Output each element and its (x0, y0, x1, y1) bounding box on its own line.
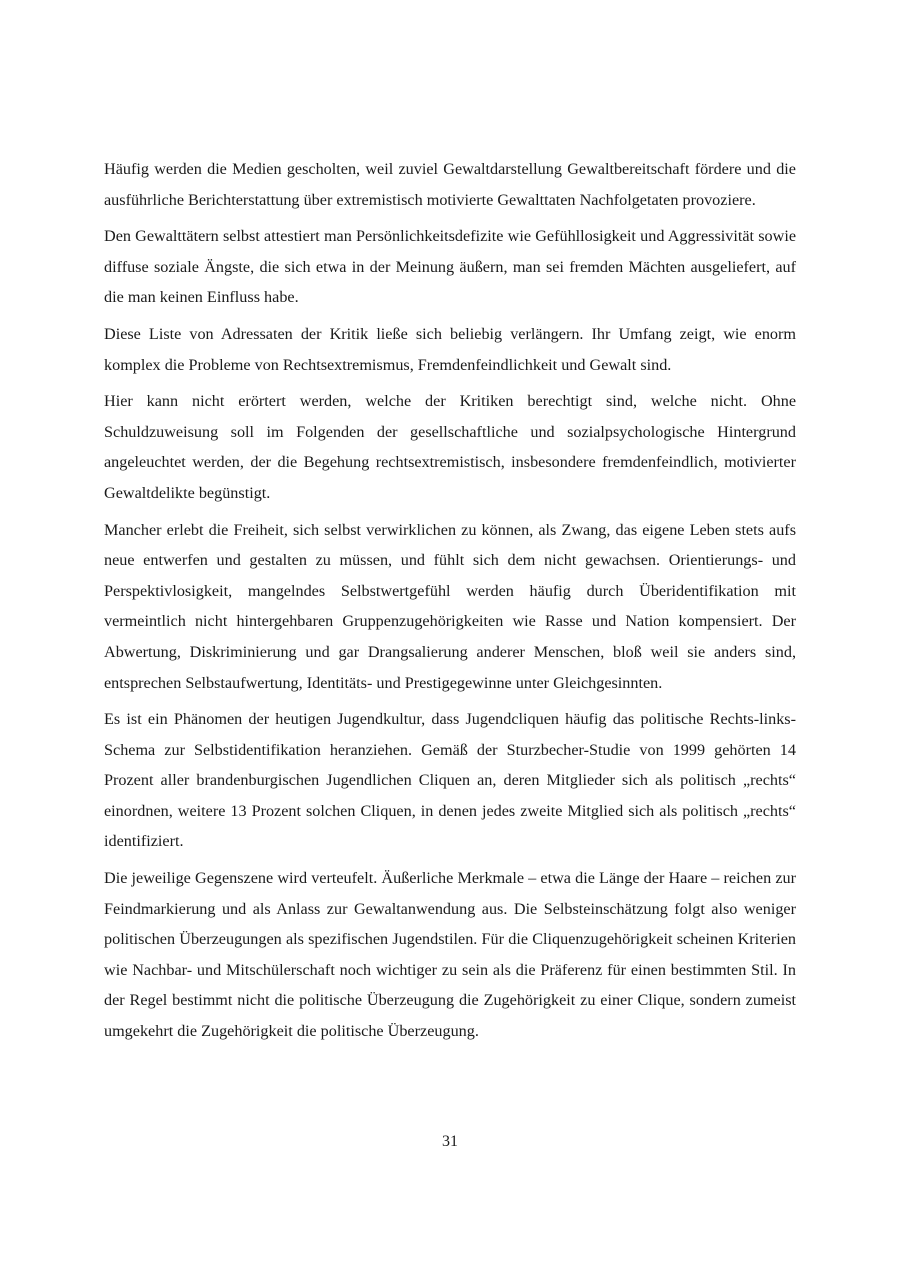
paragraph-freedom: Mancher erlebt die Freiheit, sich selbst verwirklichen zu können, als Zwang, das eigene Leben stets aufs neue entwerfen und gestalten zu müssen, und fühlt sich dem nicht gewachsen. Orientierungs- und Perspektivlosigkeit, mangelndes Selbstwertgefühl werden häufig durch Überidentifikation mit vermeintlich nicht hintergehbaren Gruppenzugehörigkeiten wie Rasse und Nation kompensiert. Der Abwertung, Diskriminierung und gar Drangsalierung anderer Menschen, bloß weil sie anders sind, entsprechen Selbstaufwertung, Identitäts- und Prestigegewinne unter Gleichgesinnten. (104, 520, 796, 692)
body-text (104, 154, 796, 1053)
paragraph-media-criticism: Häufig werden die Medien gescholten, weil zuviel Gewaltdarstellung Gewaltbereitschaft fördere und die ausführliche Berichterstattung über extremistisch motivierte Gewalttaten Nachfolgetaten provoziere. (104, 160, 796, 209)
page-number: 31 (442, 1133, 458, 1150)
paragraph-list-of-addressees: Diese Liste von Adressaten der Kritik ließe sich beliebig verlängern. Ihr Umfang zeigt, wie enorm komplex die Probleme von Rechtsextremismus, Fremdenfeindlichkeit und Gewalt sind. (104, 324, 796, 374)
paragraph-counter-scene: Die jeweilige Gegenszene wird verteufelt. Äußerliche Merkmale – etwa die Länge der Haare – reichen zur Feindmarkierung und als Anlass zur Gewaltanwendung aus. Die Selbsteinschätzung folgt also weniger politischen Überzeugungen als spezifischen Jugendstilen. Für die Cliquenzugehörigkeit scheinen Kriterien wie Nachbar- und Mitschülerschaft noch wichtiger zu sein als die Präferenz für einen bestimmten Stil. In der Regel bestimmt nicht die politische Überzeugung die Zugehörigkeit zu einer Clique, sondern zumeist umgekehrt die Zugehörigkeit die politische Überzeugung. (104, 869, 796, 1041)
paragraph-youth-culture: Es ist ein Phänomen der heutigen Jugendkultur, dass Jugendcliquen häufig das politische Rechts-links-Schema zur Selbstidentifikation heranziehen. Gemäß der Sturzbecher-Studie von 1999 gehörten 14 Prozent aller brandenburgischen Jugendlichen Cliquen an, deren Mitglieder sich als politisch „rechts“ einordnen, weitere 13 Prozent solchen Cliquen, in denen jedes zweite Mitglied sich als politisch „rechts“ identifiziert. (104, 710, 796, 851)
paragraph-background: Hier kann nicht erörtert werden, welche der Kritiken berechtigt sind, welche nicht. Ohne Schuldzuweisung soll im Folgenden der gesellschaftliche und sozialpsychologische Hintergrund angeleuchtet werden, der die Begehung rechtsextremistisch, insbesondere fremdenfeindlich, motivierter Gewaltdelikte begünstigt. (104, 392, 796, 502)
paragraph-perpetrators: Den Gewalttätern selbst attestiert man Persönlichkeitsdefizite wie Gefühllosigkeit und Aggressivität sowie diffuse soziale Ängste, die sich etwa in der Meinung äußern, man sei fremden Mächten ausgeliefert, auf die man keinen Einfluss habe. (104, 227, 796, 307)
